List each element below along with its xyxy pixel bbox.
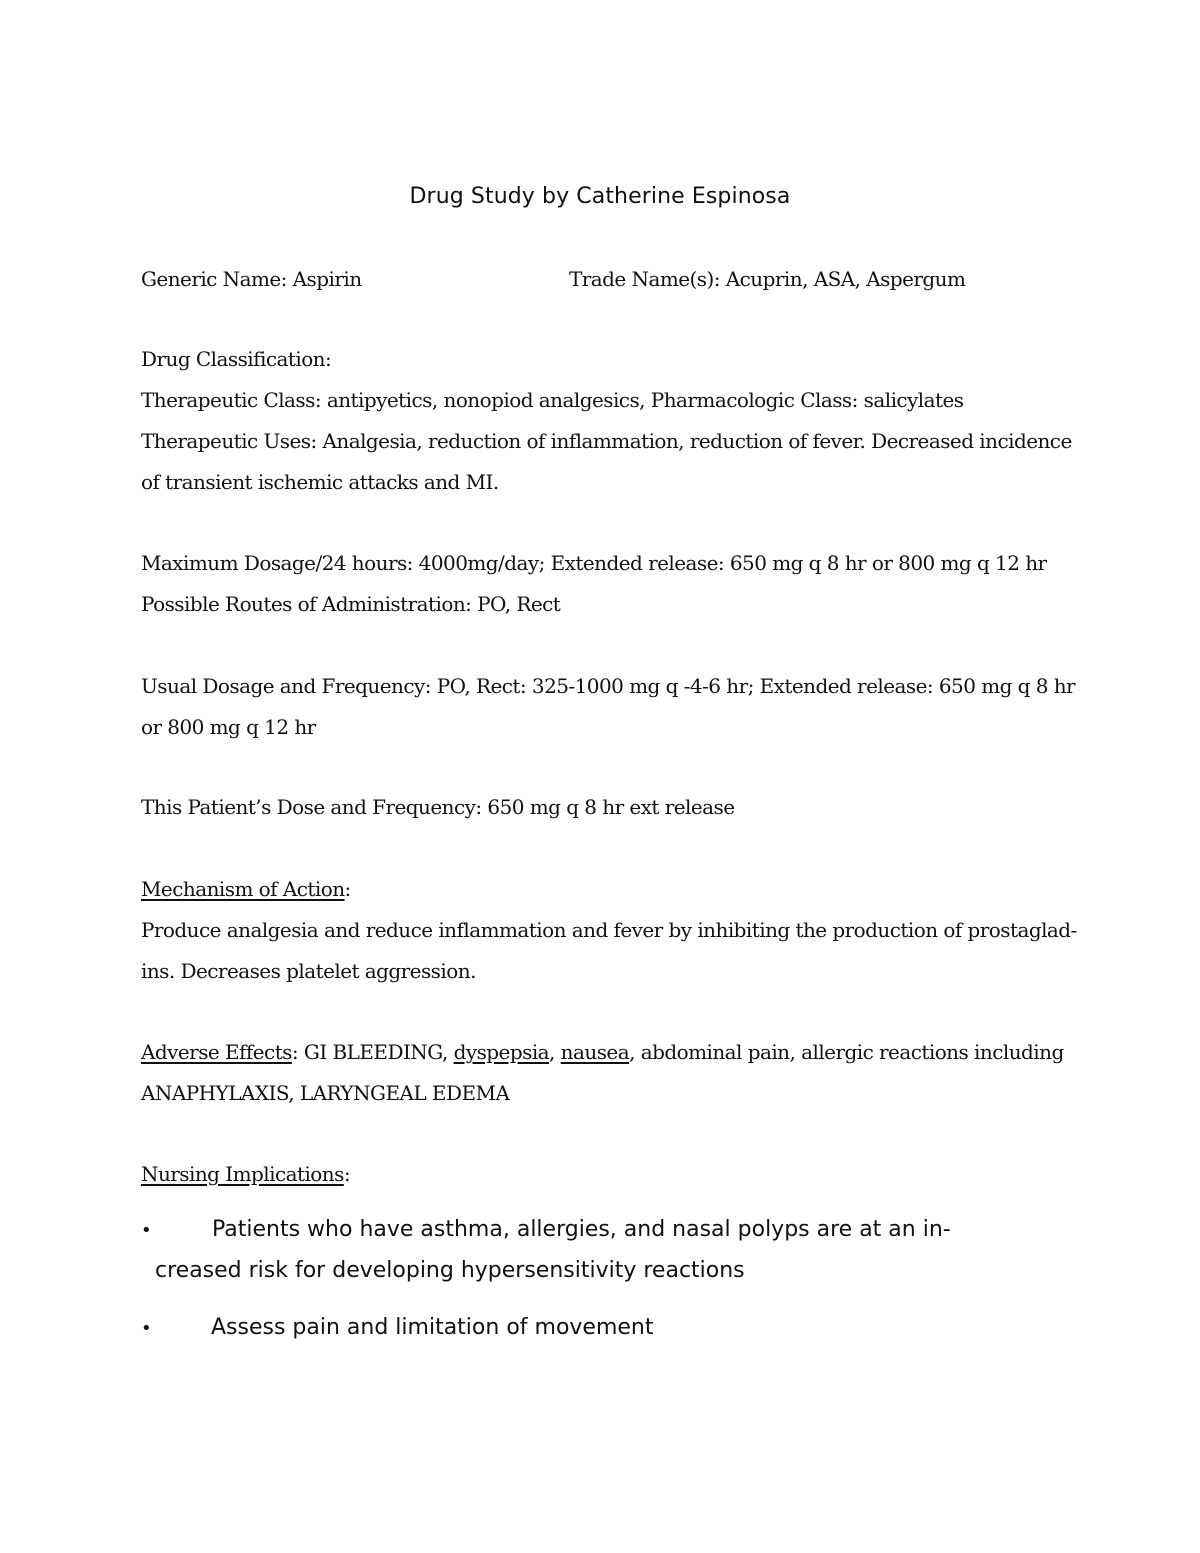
bullet-icon: • [141, 1318, 152, 1339]
document-title: Drug Study by Catherine Espinosa [409, 184, 791, 209]
adverse-separator-2: , [549, 1040, 561, 1064]
nursing-heading-line [141, 1160, 350, 1188]
usual-dosage-line-1: Usual Dosage and Frequency: PO, Rect: 325-1000 mg q -4-6 hr; Extended release: 650 mg q 8 hr [141, 674, 1076, 698]
therapeutic-uses-line-1: Therapeutic Uses: Analgesia, reduction of inflammation, reduction of fever. Decreased incidence [141, 429, 1072, 453]
nursing-item-1-line-2: creased risk for developing hypersensitivity reactions [155, 1258, 745, 1283]
mechanism-line-2: ins. Decreases platelet aggression. [141, 959, 476, 983]
drug-classes: Therapeutic Class: antipyetics, nonopiod analgesics, Pharmacologic Class: salicylates [141, 388, 964, 412]
adverse-dyspepsia: dyspepsia [453, 1040, 550, 1064]
adverse-nausea: nausea [560, 1040, 630, 1064]
usual-dosage-line-2: or 800 mg q 12 hr [141, 715, 316, 739]
nursing-colon: : [343, 1162, 351, 1186]
nursing-heading: Nursing Implications [141, 1162, 344, 1186]
trade-names: Trade Name(s): Acuprin, ASA, Aspergum [569, 267, 966, 291]
therapeutic-uses-line-2: of transient ischemic attacks and MI. [141, 470, 499, 494]
nursing-item-2: Assess pain and limitation of movement [211, 1315, 654, 1340]
nursing-item-1-line-1: Patients who have asthma, allergies, and nasal polyps are at an in- [212, 1217, 951, 1242]
generic-name: Generic Name: Aspirin [141, 267, 362, 291]
adverse-rest: , abdominal pain, allergic reactions including [629, 1040, 1064, 1064]
mechanism-line-1: Produce analgesia and reduce inflammation and fever by inhibiting the production of prostaglad- [141, 918, 1077, 942]
patient-dose: This Patient’s Dose and Frequency: 650 mg q 8 hr ext release [141, 795, 735, 819]
bullet-icon: • [141, 1220, 152, 1241]
mechanism-heading-line [141, 875, 351, 903]
mechanism-heading: Mechanism of Action [141, 877, 345, 901]
classification-heading: Drug Classification: [141, 347, 332, 371]
adverse-effects-heading: Adverse Effects [141, 1040, 292, 1064]
adverse-effects-line-1 [141, 1038, 1064, 1066]
mechanism-colon: : [344, 877, 351, 901]
maximum-dosage: Maximum Dosage/24 hours: 4000mg/day; Extended release: 650 mg q 8 hr or 800 mg q 12 hr [141, 551, 1047, 575]
adverse-separator-1: : GI BLEEDING, [291, 1040, 454, 1064]
adverse-effects-line-2: ANAPHYLAXIS, LARYNGEAL EDEMA [141, 1081, 510, 1105]
routes-of-administration: Possible Routes of Administration: PO, Rect [141, 592, 561, 616]
